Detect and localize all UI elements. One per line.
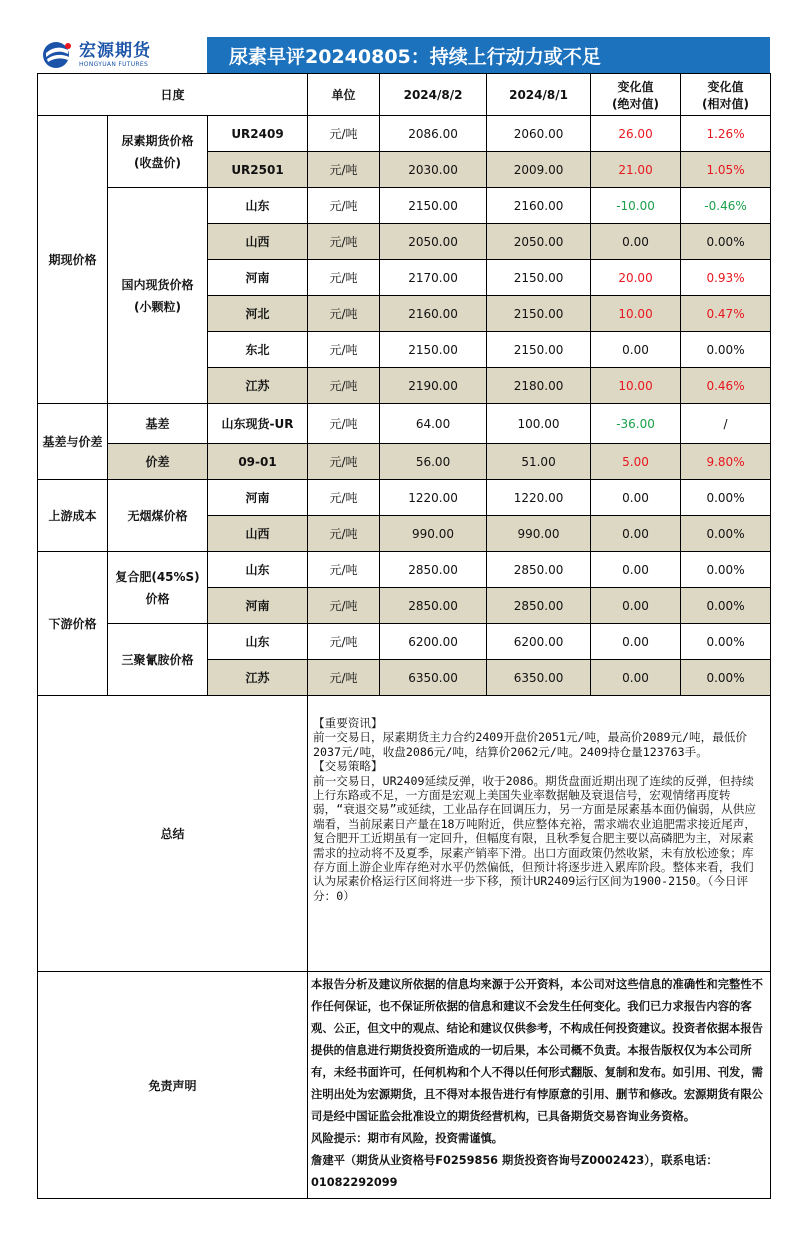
row-abs-change: 0.00	[591, 660, 681, 696]
header-date2: 2024/8/1	[487, 74, 591, 116]
row-rel-change: 0.00%	[681, 516, 771, 552]
row-name: 江苏	[208, 368, 308, 404]
row-value-date2: 2160.00	[487, 188, 591, 224]
row-unit: 元/吨	[308, 588, 380, 624]
row-rel-change: 0.00%	[681, 224, 771, 260]
row-rel-change: 0.00%	[681, 624, 771, 660]
subgroup-melamine: 三聚氰胺价格	[108, 624, 208, 696]
company-logo	[37, 37, 207, 73]
row-unit: 元/吨	[308, 260, 380, 296]
subgroup-compound-line1: 复合肥(45%S)	[115, 569, 200, 584]
row-unit: 元/吨	[308, 116, 380, 152]
row-name: 山东现货-UR	[208, 404, 308, 444]
table-row	[38, 480, 771, 516]
row-abs-change: 10.00	[591, 296, 681, 332]
report-title: 尿素早评20240805：持续上行动力或不足	[207, 37, 770, 73]
row-value-date2: 6350.00	[487, 660, 591, 696]
logo-icon	[41, 40, 75, 70]
row-unit: 元/吨	[308, 516, 380, 552]
row-abs-change: 21.00	[591, 152, 681, 188]
row-rel-change: 0.93%	[681, 260, 771, 296]
row-value-date2: 2850.00	[487, 552, 591, 588]
row-name: 河南	[208, 588, 308, 624]
row-unit: 元/吨	[308, 188, 380, 224]
row-name: 山东	[208, 188, 308, 224]
header-abs-line1: 变化值	[617, 79, 654, 94]
row-name: 山东	[208, 624, 308, 660]
report-header	[37, 37, 770, 73]
disclaimer-text: 本报告分析及建议所依据的信息均来源于公开资料，本公司对这些信息的准确性和完整性不作任何保证，也不保证所依据的信息和建议不会发生任何变化。我们已力求报告内容的客观、公正，但文中的观点、结论和建议仅供参考，不构成任何投资建议。投资者依据本报告提供的信息进行期货投资所造成的一切后果，本公司概不负责。本报告版权仅为本公司所有，未经书面许可，任何机构和个人不得以任何形式翻版、复制和发布。如引用、刊发，需注明出处为宏源期货，且不得对本报告进行有悖原意的引用、删节和修改。宏源期货有限公司是经中国证监会批准设立的期货经营机构，已具备期货交易咨询业务资格。	[311, 978, 763, 1123]
logo-chinese-text: 宏源期货	[79, 40, 151, 61]
logo-english-text: HONGYUAN FUTURES	[79, 60, 149, 68]
header-item: 日度	[38, 74, 308, 116]
row-rel-change: 0.47%	[681, 296, 771, 332]
disclaimer-content	[308, 972, 771, 1199]
row-value-date1: 990.00	[380, 516, 487, 552]
row-value-date2: 990.00	[487, 516, 591, 552]
row-name: 河南	[208, 260, 308, 296]
subgroup-futures-line2: (收盘价)	[134, 155, 181, 170]
row-value-date2: 2060.00	[487, 116, 591, 152]
row-rel-change: 9.80%	[681, 444, 771, 480]
row-abs-change: 0.00	[591, 552, 681, 588]
row-unit: 元/吨	[308, 332, 380, 368]
subgroup-spot-line2: (小颗粒)	[134, 299, 181, 314]
row-value-date2: 2009.00	[487, 152, 591, 188]
row-name: 河北	[208, 296, 308, 332]
row-value-date1: 2850.00	[380, 552, 487, 588]
price-table	[37, 73, 771, 1199]
summary-heading-strategy: 【交易策略】	[313, 759, 383, 774]
row-name: 江苏	[208, 660, 308, 696]
category-upstream: 上游成本	[38, 480, 108, 552]
summary-heading-news: 【重要资讯】	[313, 716, 383, 730]
row-rel-change: 0.00%	[681, 480, 771, 516]
subgroup-spread: 价差	[108, 444, 208, 480]
subgroup-spot-line1: 国内现货价格	[121, 277, 194, 292]
row-unit: 元/吨	[308, 368, 380, 404]
row-value-date1: 2850.00	[380, 588, 487, 624]
summary-row	[38, 696, 771, 972]
row-name: 山西	[208, 224, 308, 260]
row-abs-change: 0.00	[591, 588, 681, 624]
row-name: 河南	[208, 480, 308, 516]
row-value-date2: 2150.00	[487, 332, 591, 368]
header-abs-change	[591, 74, 681, 116]
category-downstream: 下游价格	[38, 552, 108, 696]
row-value-date1: 64.00	[380, 404, 487, 444]
row-unit: 元/吨	[308, 552, 380, 588]
table-header-row	[38, 74, 771, 116]
row-value-date1: 2086.00	[380, 116, 487, 152]
row-value-date1: 1220.00	[380, 480, 487, 516]
disclaimer-label: 免责声明	[38, 972, 308, 1199]
row-value-date2: 6200.00	[487, 624, 591, 660]
row-name: 山东	[208, 552, 308, 588]
table-row	[38, 552, 771, 588]
row-unit: 元/吨	[308, 444, 380, 480]
row-abs-change: 0.00	[591, 224, 681, 260]
row-name: 09-01	[208, 444, 308, 480]
summary-news-text: 前一交易日，尿素期货主力合约2409开盘价2051元/吨，最高价2089元/吨，最低价2037元/吨，收盘2086元/吨，结算价2062元/吨。2409持仓量123763手。	[313, 730, 747, 759]
row-unit: 元/吨	[308, 224, 380, 260]
summary-strategy-text: 前一交易日，UR2409延续反弹，收于2086。期货盘面近期出现了连续的反弹，但持续上行东路或不足，一方面是宏观上美国失业率数据触及衰退信号，宏观情绪再度转弱，“衰退交易”或延续，工业品存在回调压力，另一方面是尿素基本面仍偏弱，从供应端看，当前尿素日产量在18万吨附近，供应整体充裕，需求端农业追肥需求接近尾声，复合肥开工近期虽有一定回升，但幅度有限，且秋季复合肥主要以高磷肥为主，对尿素需求的拉动将不及夏季，尿素产销率下滑。出口方面政策仍然收紧，未有放松迹象；库存方面上游企业库存绝对水平仍然偏低，但预计将逐步进入累库阶段。整体来看，我们认为尿素价格运行区间将进一步下移，预计UR2409运行区间为1900-2150。（今日评分：0）	[313, 773, 756, 903]
subgroup-basis: 基差	[108, 404, 208, 444]
row-value-date2: 2150.00	[487, 296, 591, 332]
summary-label: 总结	[38, 696, 308, 972]
row-value-date2: 51.00	[487, 444, 591, 480]
row-rel-change: /	[681, 404, 771, 444]
row-value-date2: 2050.00	[487, 224, 591, 260]
row-abs-change: 10.00	[591, 368, 681, 404]
subgroup-coal: 无烟煤价格	[108, 480, 208, 552]
header-unit: 单位	[308, 74, 380, 116]
row-abs-change: 5.00	[591, 444, 681, 480]
row-rel-change: 0.46%	[681, 368, 771, 404]
row-rel-change: 0.00%	[681, 660, 771, 696]
row-rel-change: -0.46%	[681, 188, 771, 224]
table-row	[38, 188, 771, 224]
row-abs-change: 0.00	[591, 480, 681, 516]
row-unit: 元/吨	[308, 660, 380, 696]
row-unit: 元/吨	[308, 404, 380, 444]
row-abs-change: 0.00	[591, 516, 681, 552]
table-row	[38, 116, 771, 152]
row-value-date1: 2050.00	[380, 224, 487, 260]
row-name: 东北	[208, 332, 308, 368]
row-value-date1: 2190.00	[380, 368, 487, 404]
header-rel-line1: 变化值	[707, 79, 744, 94]
report-sheet	[37, 37, 770, 1199]
header-rel-line2: (相对值)	[702, 96, 750, 111]
row-value-date1: 2150.00	[380, 188, 487, 224]
row-value-date2: 100.00	[487, 404, 591, 444]
header-rel-change	[681, 74, 771, 116]
header-abs-line2: (绝对值)	[612, 96, 660, 111]
analyst-info: 詹建平（期货从业资格号F0259856 期货投资咨询号Z0002423），联系电话：01082292099	[311, 1154, 718, 1189]
row-value-date2: 2180.00	[487, 368, 591, 404]
row-abs-change: -10.00	[591, 188, 681, 224]
category-basis-spread: 基差与价差	[38, 404, 108, 480]
row-name: UR2501	[208, 152, 308, 188]
row-rel-change: 0.00%	[681, 588, 771, 624]
row-abs-change: 0.00	[591, 624, 681, 660]
row-name: 山西	[208, 516, 308, 552]
row-rel-change: 0.00%	[681, 552, 771, 588]
table-row	[38, 624, 771, 660]
subgroup-spot	[108, 188, 208, 404]
table-row	[38, 444, 771, 480]
row-value-date1: 6200.00	[380, 624, 487, 660]
row-value-date2: 2850.00	[487, 588, 591, 624]
subgroup-futures-line1: 尿素期货价格	[121, 133, 194, 148]
row-value-date2: 2150.00	[487, 260, 591, 296]
row-unit: 元/吨	[308, 480, 380, 516]
risk-notice: 风险提示：期市有风险，投资需谨慎。	[311, 1132, 504, 1145]
row-abs-change: -36.00	[591, 404, 681, 444]
row-rel-change: 1.05%	[681, 152, 771, 188]
header-date1: 2024/8/2	[380, 74, 487, 116]
row-value-date1: 2160.00	[380, 296, 487, 332]
category-spot-futures: 期现价格	[38, 116, 108, 404]
row-unit: 元/吨	[308, 624, 380, 660]
row-unit: 元/吨	[308, 296, 380, 332]
row-value-date2: 1220.00	[487, 480, 591, 516]
row-abs-change: 26.00	[591, 116, 681, 152]
subgroup-compound-line2: 价格	[145, 591, 170, 606]
row-value-date1: 2030.00	[380, 152, 487, 188]
disclaimer-row	[38, 972, 771, 1199]
row-name: UR2409	[208, 116, 308, 152]
summary-content	[308, 696, 771, 972]
row-value-date1: 2170.00	[380, 260, 487, 296]
table-row	[38, 404, 771, 444]
row-abs-change: 0.00	[591, 332, 681, 368]
subgroup-compound	[108, 552, 208, 624]
row-rel-change: 0.00%	[681, 332, 771, 368]
row-value-date1: 2150.00	[380, 332, 487, 368]
row-abs-change: 20.00	[591, 260, 681, 296]
row-value-date1: 6350.00	[380, 660, 487, 696]
subgroup-futures	[108, 116, 208, 188]
row-unit: 元/吨	[308, 152, 380, 188]
row-value-date1: 56.00	[380, 444, 487, 480]
row-rel-change: 1.26%	[681, 116, 771, 152]
